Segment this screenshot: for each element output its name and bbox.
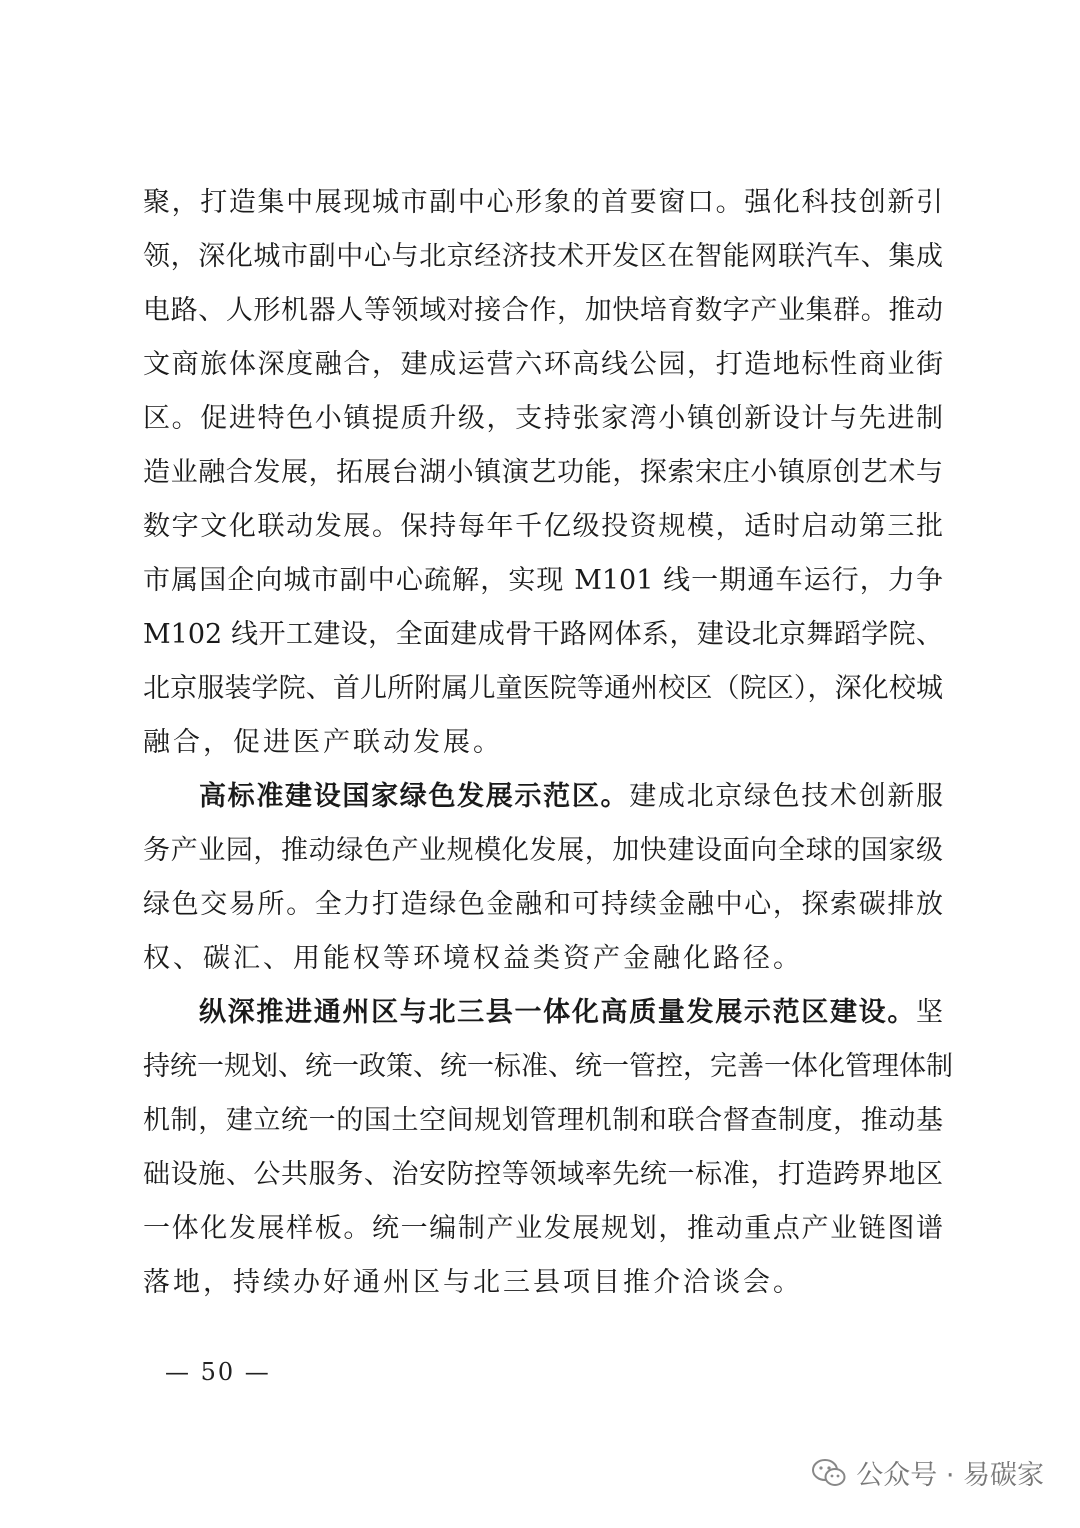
text-line-first — [143, 770, 943, 824]
paragraph-heading: 纵深推进通州区与北三县一体化高质量发展示范区建设。 — [199, 997, 916, 1028]
text-line: 机制，建立统一的国土空间规划管理机制和联合督查制度，推动基 — [143, 1105, 943, 1136]
text-line: 融合，促进医产联动发展。 — [143, 727, 503, 758]
text-line: 北京服装学院、首儿所附属儿童医院等通州校区（院区），深化校城 — [143, 673, 943, 704]
wechat-icon — [812, 1458, 846, 1488]
paragraph-2 — [143, 770, 943, 986]
text-line: 数字文化联动发展。保持每年千亿级投资规模，适时启动第三批 — [143, 511, 943, 542]
text-line: 础设施、公共服务、治安防控等领域率先统一标准，打造跨界地区 — [143, 1159, 943, 1190]
text-span: 坚 — [916, 997, 943, 1028]
text-span: 建成北京绿色技术创新服 — [629, 781, 944, 812]
text-line: 文商旅体深度融合，建成运营六环高线公园，打造地标性商业街 — [143, 349, 943, 380]
text-line: 持统一规划、统一政策、统一标准、统一管控，完善一体化管理体制 — [143, 1051, 953, 1082]
text-line: 务产业园，推动绿色产业规模化发展，加快建设面向全球的国家级 — [143, 835, 943, 866]
page-number: — 50 — — [165, 1358, 271, 1386]
text-line-first — [143, 986, 943, 1040]
watermark — [812, 1453, 1044, 1492]
text-line: 市属国企向城市副中心疏解，实现 M101 线一期通车运行，力争 — [143, 565, 943, 596]
text-line: 落地，持续办好通州区与北三县项目推介洽谈会。 — [143, 1267, 803, 1298]
text-line: 区。促进特色小镇提质升级，支持张家湾小镇创新设计与先进制 — [143, 403, 943, 434]
text-line: M102 线开工建设，全面建成骨干路网体系，建设北京舞蹈学院、 — [143, 619, 943, 650]
paragraph-heading: 高标准建设国家绿色发展示范区。 — [199, 781, 630, 812]
text-line: 聚，打造集中展现城市副中心形象的首要窗口。强化科技创新引 — [143, 187, 943, 218]
text-line: 绿色交易所。全力打造绿色金融和可持续金融中心，探索碳排放 — [143, 889, 943, 920]
text-line: 电路、人形机器人等领域对接合作，加快培育数字产业集群。推动 — [143, 295, 943, 326]
body-text — [143, 176, 953, 1310]
text-line: 一体化发展样板。统一编制产业发展规划，推动重点产业链图谱 — [143, 1213, 943, 1244]
watermark-text: 公众号 · 易碳家 — [856, 1460, 1044, 1491]
text-line: 领，深化城市副中心与北京经济技术开发区在智能网联汽车、集成 — [143, 241, 943, 272]
text-line: 造业融合发展，拓展台湖小镇演艺功能，探索宋庄小镇原创艺术与 — [143, 457, 943, 488]
text-line: 权、碳汇、用能权等环境权益类资产金融化路径。 — [143, 943, 803, 974]
paragraph-3 — [143, 986, 953, 1310]
paragraph-1 — [143, 176, 943, 770]
